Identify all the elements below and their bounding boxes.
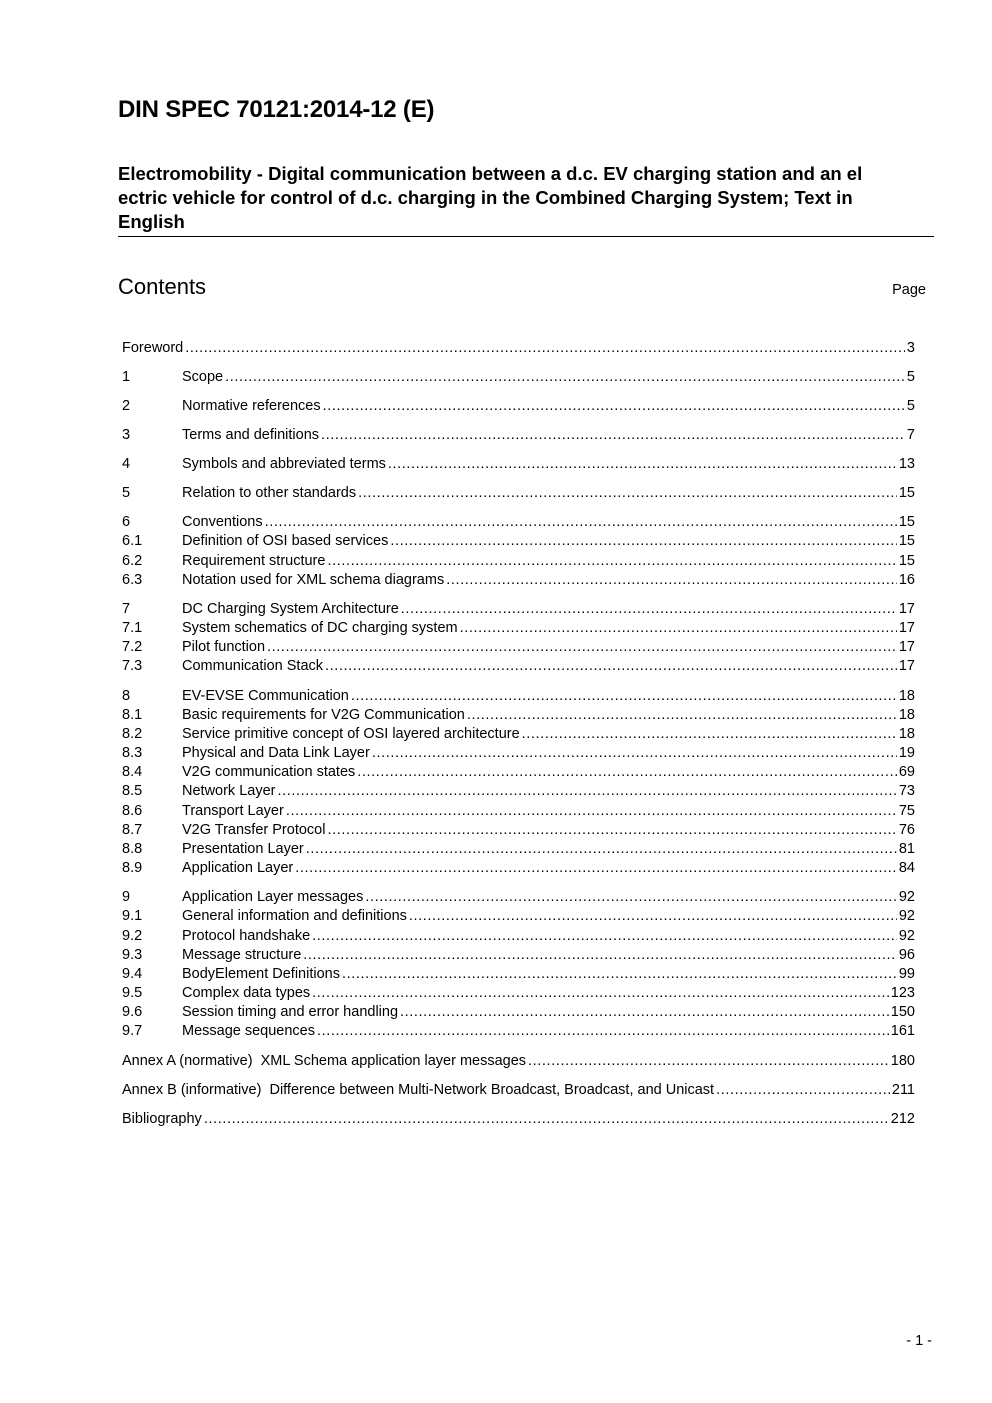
toc-title: Pilot function <box>182 639 266 655</box>
toc-entry[interactable] <box>122 706 915 725</box>
toc-page: 76 <box>898 822 915 838</box>
toc-page: 92 <box>898 908 915 924</box>
toc-title: Conventions <box>182 514 263 530</box>
toc-page: 16 <box>898 572 915 588</box>
toc-title: Annex A (normative) XML Schema application layer messages <box>122 1053 527 1069</box>
toc-number: 8.2 <box>122 726 143 742</box>
toc-page: 161 <box>890 1023 915 1039</box>
toc-number: 5 <box>122 485 131 501</box>
toc-page: 150 <box>890 1004 915 1020</box>
toc-number: 1 <box>122 369 131 385</box>
toc-leader <box>267 638 897 657</box>
toc-page: 18 <box>898 688 915 704</box>
toc-leader <box>388 455 897 474</box>
toc-title: Complex data types <box>182 985 311 1001</box>
toc-entry[interactable] <box>122 426 915 445</box>
toc-title: V2G communication states <box>182 764 356 780</box>
toc-page: 92 <box>898 928 915 944</box>
toc-leader <box>342 965 897 984</box>
toc-page: 180 <box>890 1053 915 1069</box>
toc-entry[interactable] <box>122 687 915 706</box>
toc-page: 96 <box>898 947 915 963</box>
toc-number: 7.3 <box>122 658 143 674</box>
toc-title: V2G Transfer Protocol <box>182 822 326 838</box>
toc-leader <box>358 484 897 503</box>
toc-title: Notation used for XML schema diagrams <box>182 572 445 588</box>
toc-leader <box>716 1081 890 1100</box>
toc-title: Physical and Data Link Layer <box>182 745 370 761</box>
toc-entry[interactable] <box>122 965 915 984</box>
toc-entry[interactable] <box>122 571 915 590</box>
toc-number: 8.9 <box>122 860 143 876</box>
toc-title: Bibliography <box>122 1111 202 1127</box>
toc-leader <box>306 840 897 859</box>
toc-leader <box>317 1022 889 1041</box>
toc-leader <box>204 1110 889 1129</box>
toc-page: 75 <box>898 803 915 819</box>
toc-title: Relation to other standards <box>182 485 357 501</box>
toc-page: 17 <box>898 639 915 655</box>
toc-number: 9.5 <box>122 985 143 1001</box>
toc-page: 15 <box>898 533 915 549</box>
toc-leader <box>390 532 897 551</box>
toc-leader <box>327 552 896 571</box>
toc-number: 8.5 <box>122 783 143 799</box>
toc-entry[interactable] <box>122 763 915 782</box>
toc-title: EV-EVSE Communication <box>182 688 349 704</box>
toc-page: 18 <box>898 707 915 723</box>
toc-title: Message structure <box>182 947 302 963</box>
page-column-label: Page <box>892 282 926 298</box>
toc-leader <box>323 397 905 416</box>
toc-page: 84 <box>898 860 915 876</box>
toc-page: 211 <box>891 1082 915 1098</box>
page-number: - 1 - <box>906 1333 932 1349</box>
toc-title: Presentation Layer <box>182 841 304 857</box>
toc-entry[interactable] <box>122 657 915 676</box>
toc-entry[interactable] <box>122 984 915 1003</box>
toc-number: 9.3 <box>122 947 143 963</box>
toc-leader <box>325 657 897 676</box>
toc-entry[interactable] <box>122 859 915 878</box>
toc-number: 6.2 <box>122 553 143 569</box>
toc-entry[interactable] <box>122 725 915 744</box>
toc-title: General information and definitions <box>182 908 407 924</box>
toc-title: Network Layer <box>182 783 276 799</box>
toc-title: Application Layer messages <box>182 889 364 905</box>
toc-number: 6 <box>122 514 131 530</box>
toc-leader <box>400 1003 889 1022</box>
toc-entry[interactable] <box>122 339 915 358</box>
toc-page: 92 <box>898 889 915 905</box>
toc-page: 69 <box>898 764 915 780</box>
toc-number: 8.8 <box>122 841 143 857</box>
document-title: DIN SPEC 70121:2014-12 (E) <box>118 96 435 123</box>
toc-number: 6.3 <box>122 572 143 588</box>
toc-entry[interactable] <box>122 744 915 763</box>
toc-title: Protocol handshake <box>182 928 311 944</box>
toc-leader <box>321 426 905 445</box>
toc-number: 7.2 <box>122 639 143 655</box>
toc-entry[interactable] <box>122 397 915 416</box>
toc-leader <box>365 888 897 907</box>
contents-heading: Contents <box>118 274 207 299</box>
toc-leader <box>401 600 897 619</box>
toc-entry[interactable] <box>122 1110 915 1129</box>
toc-title: Symbols and abbreviated terms <box>182 456 386 472</box>
toc-title: DC Charging System Architecture <box>182 601 399 617</box>
toc-title: Communication Stack <box>182 658 324 674</box>
toc-leader <box>327 821 896 840</box>
toc-page: 5 <box>906 398 915 414</box>
toc-leader <box>409 907 897 926</box>
toc-number: 7 <box>122 601 131 617</box>
toc-entry[interactable] <box>122 946 915 965</box>
toc-title: Message sequences <box>182 1023 315 1039</box>
toc-page: 13 <box>898 456 915 472</box>
toc-number: 8.1 <box>122 707 143 723</box>
toc-number: 4 <box>122 456 131 472</box>
toc-number: 8.6 <box>122 803 143 819</box>
toc-entry[interactable] <box>122 600 915 619</box>
toc-leader <box>528 1052 889 1071</box>
toc-title: Transport Layer <box>182 803 284 819</box>
toc-number: 8.7 <box>122 822 143 838</box>
toc-number: 9 <box>122 889 131 905</box>
toc-entry[interactable] <box>122 1052 915 1071</box>
subtitle-line: English <box>118 211 185 232</box>
toc-leader <box>522 725 897 744</box>
toc-leader <box>295 859 897 878</box>
subtitle-line: ectric vehicle for control of d.c. charging in the Combined Charging System; Text in <box>118 187 853 208</box>
toc-number: 3 <box>122 427 131 443</box>
toc-title: BodyElement Definitions <box>182 966 340 982</box>
toc-page: 17 <box>898 620 915 636</box>
toc-page: 15 <box>898 553 915 569</box>
toc-leader <box>185 339 905 358</box>
toc-title: System schematics of DC charging system <box>182 620 458 636</box>
toc-number: 8.4 <box>122 764 143 780</box>
toc-entry[interactable] <box>122 907 915 926</box>
toc-number: 9.6 <box>122 1004 143 1020</box>
toc-number: 9.7 <box>122 1023 143 1039</box>
toc-leader <box>265 513 897 532</box>
toc-entry[interactable] <box>122 1003 915 1022</box>
toc-entry[interactable] <box>122 821 915 840</box>
toc-leader <box>303 946 897 965</box>
toc-number: 9.2 <box>122 928 143 944</box>
toc-page: 81 <box>898 841 915 857</box>
toc-entry[interactable] <box>122 532 915 551</box>
toc-leader <box>312 927 897 946</box>
toc-page: 73 <box>898 783 915 799</box>
toc-leader <box>351 687 897 706</box>
toc-leader <box>467 706 897 725</box>
toc-page: 17 <box>898 658 915 674</box>
toc-entry[interactable] <box>122 1022 915 1041</box>
toc-page: 99 <box>898 966 915 982</box>
toc-leader <box>277 782 896 801</box>
toc-page: 15 <box>898 514 915 530</box>
toc-entry[interactable] <box>122 513 915 532</box>
toc-entry[interactable] <box>122 1081 915 1100</box>
toc-number: 9.4 <box>122 966 143 982</box>
toc-leader <box>312 984 889 1003</box>
toc-number: 9.1 <box>122 908 143 924</box>
toc-title: Application Layer <box>182 860 294 876</box>
toc-leader <box>357 763 897 782</box>
toc-entry[interactable] <box>122 782 915 801</box>
toc-title: Terms and definitions <box>182 427 320 443</box>
toc-number: 8.3 <box>122 745 143 761</box>
toc-leader <box>446 571 897 590</box>
subtitle-line: Electromobility - Digital communication between a d.c. EV charging station and an el <box>118 163 863 184</box>
toc-page: 5 <box>906 369 915 385</box>
toc-entry[interactable] <box>122 552 915 571</box>
toc-title: Foreword <box>122 340 184 356</box>
toc-entry[interactable] <box>122 802 915 821</box>
toc-entry[interactable] <box>122 484 915 503</box>
document-subtitle <box>118 162 934 237</box>
toc-leader <box>372 744 897 763</box>
toc-leader <box>225 368 905 387</box>
toc-title: Annex B (informative) Difference between Multi-Network Broadcast, Broadcast, and Unicast <box>122 1082 715 1098</box>
toc-number: 6.1 <box>122 533 143 549</box>
toc-entry[interactable] <box>122 840 915 859</box>
toc-title: Definition of OSI based services <box>182 533 389 549</box>
toc-title: Basic requirements for V2G Communication <box>182 707 465 723</box>
toc-page: 212 <box>890 1111 915 1127</box>
toc-title: Session timing and error handling <box>182 1004 399 1020</box>
toc-entry[interactable] <box>122 888 915 907</box>
toc-number: 2 <box>122 398 131 414</box>
toc-page: 18 <box>898 726 915 742</box>
toc-entry[interactable] <box>122 619 915 638</box>
toc-page: 123 <box>890 985 915 1001</box>
toc-title: Normative references <box>182 398 321 414</box>
toc-title: Requirement structure <box>182 553 326 569</box>
toc-leader <box>286 802 897 821</box>
toc-title: Scope <box>182 369 224 385</box>
toc-page: 7 <box>906 427 915 443</box>
toc-number: 7.1 <box>122 620 143 636</box>
toc-page: 15 <box>898 485 915 501</box>
toc-page: 17 <box>898 601 915 617</box>
toc-number: 8 <box>122 688 131 704</box>
toc-entry[interactable] <box>122 455 915 474</box>
toc-leader <box>460 619 897 638</box>
toc-entry[interactable] <box>122 368 915 387</box>
toc-entry[interactable] <box>122 927 915 946</box>
toc-page: 19 <box>898 745 915 761</box>
toc-page: 3 <box>906 340 915 356</box>
toc-title: Service primitive concept of OSI layered architecture <box>182 726 520 742</box>
toc-entry[interactable] <box>122 638 915 657</box>
